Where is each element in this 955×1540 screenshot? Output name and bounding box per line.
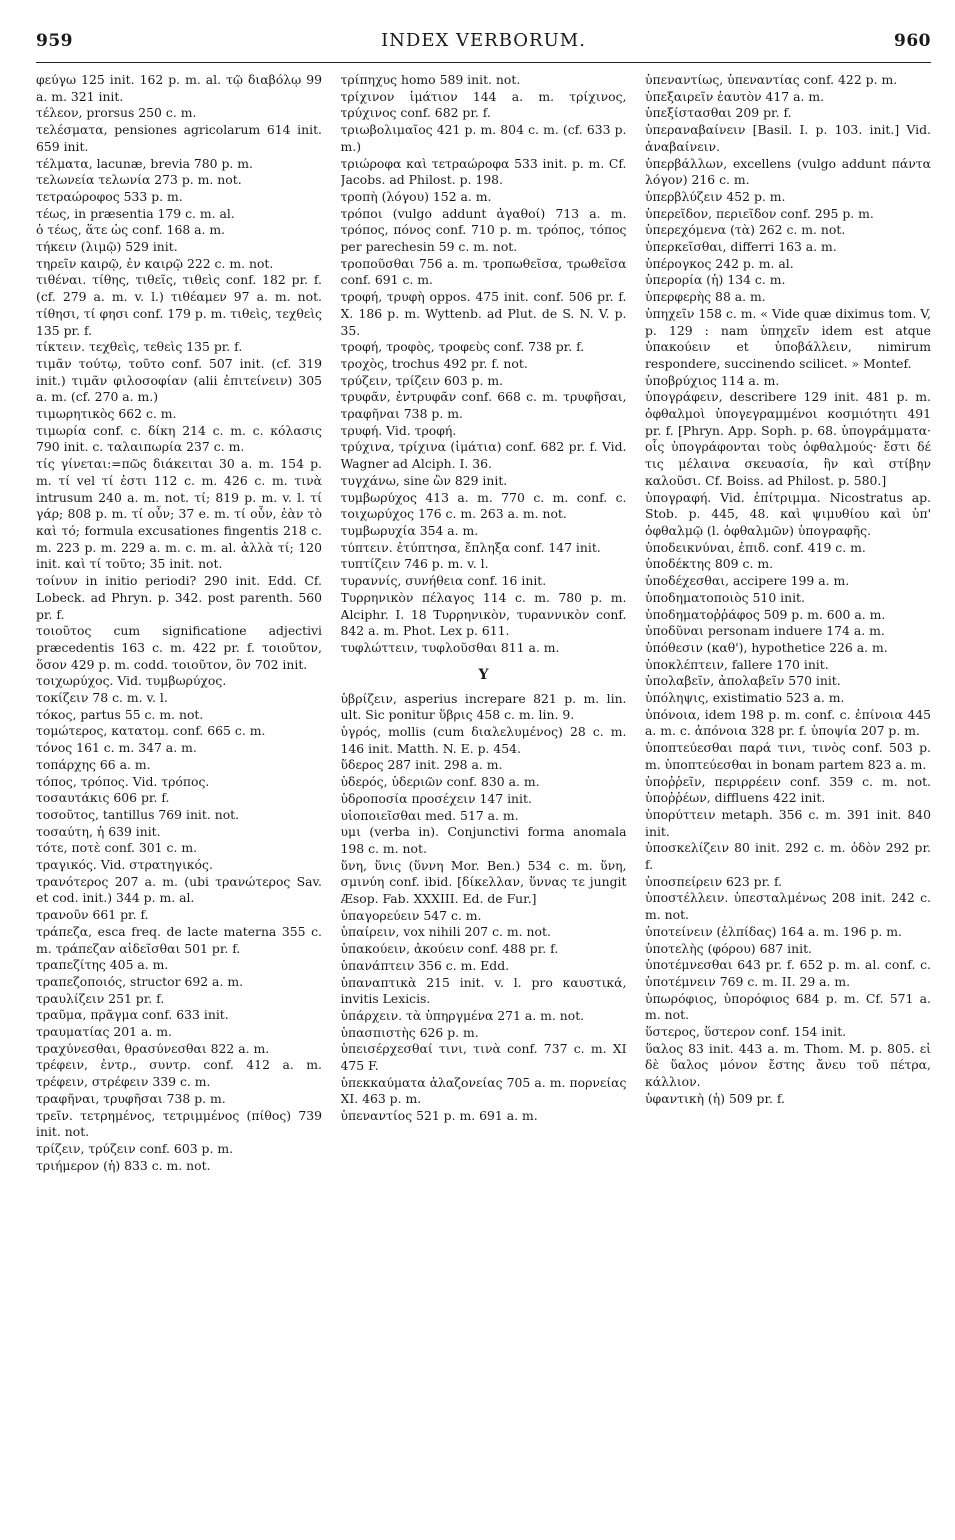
index-entry: ὑπολαβεῖν, ἀπολαβεῖν 570 init. bbox=[645, 673, 841, 689]
index-entry: τέλεον, prorsus 250 c. m. bbox=[36, 105, 197, 121]
index-entry: τρύχινα, τρίχινα (ἱμάτια) conf. 682 pr. f. Vid. Wagner ad Alciph. I. 36. bbox=[340, 439, 627, 472]
index-entry: ὑπερφερὴς 88 a. m. bbox=[645, 289, 766, 305]
index-entry: ὑπορύττειν metaph. 356 c. m. 391 init. 840 init. bbox=[645, 806, 931, 839]
index-entry: ὑποσκελίζειν 80 init. 292 c. m. ὁδὸν 292 pr. f. bbox=[645, 840, 931, 873]
index-entry: τραχύνεσθαι, θρασύνεσθαι 822 a. m. bbox=[36, 1040, 270, 1056]
index-entry: τυπτίζειν 746 p. m. v. l. bbox=[340, 556, 489, 572]
index-entry: ὕνη, ὕνις (ὕννη Mor. Ben.) 534 c. m. ὕνη, σμινύη conf. ibid. [δίκελλαν, ὕννας τε jungit Æsop. Fab. XXXIII. Ed. de Fur.] bbox=[340, 857, 627, 907]
index-entry: ὑπεναντίως, ὑπεναντίας conf. 422 p. m. bbox=[645, 72, 898, 87]
index-entry: τέως, in præsentia 179 c. m. al. bbox=[36, 205, 235, 221]
index-entry: τρυφή. Vid. τροφή. bbox=[340, 422, 457, 438]
index-entry: ὁ τέως, ἅτε ὡς conf. 168 a. m. bbox=[36, 222, 226, 238]
index-entry: τοίνυν in initio periodi? 290 init. Edd. Cf. Lobeck. ad Phryn. p. 342. post parenth. 560 pr. f. bbox=[36, 573, 322, 622]
index-entry: τρέφειν, ἐντρ., συντρ. conf. 412 a. m. τρέφειν, στρέφειν 339 c. m. bbox=[36, 1057, 322, 1090]
index-entry: τιμωρία conf. c. δίκη 214 c. m. c. κόλασις 790 init. c. ταλαιπωρία 237 c. m. bbox=[36, 422, 322, 455]
index-entry: τοιχωρύχος. Vid. τυμβωρύχος. bbox=[36, 673, 227, 689]
index-entry: ὑπαναπτικὰ 215 init. v. l. pro καυστικά, invitis Lexicis. bbox=[340, 974, 627, 1007]
index-entry: τιμωρητικὸς 662 c. m. bbox=[36, 406, 177, 422]
index-entry: τελωνεία τελωνία 273 p. m. not. bbox=[36, 172, 242, 188]
index-entry: ὑπασπιστὴς 626 p. m. bbox=[340, 1024, 479, 1040]
index-entry: ὑποπτεύεσθαι παρά τινι, τινὸς conf. 503 p. m. ὑποπτεύεσθαι in bonam partem 823 a. m. bbox=[645, 740, 931, 772]
index-entry: ὑπόληψις, existimatio 523 a. m. bbox=[645, 690, 845, 706]
index-entry: τομώτερος, κατατομ. conf. 665 c. m. bbox=[36, 723, 266, 739]
index-entry: ὑπερεῖδον, περιεῖδον conf. 295 p. m. bbox=[645, 205, 874, 221]
index-entry: τραῦμα, πρᾶγμα conf. 633 init. bbox=[36, 1007, 229, 1023]
index-entry: ὑπόθεσιν (καθ'), hypothetice 226 a. m. bbox=[645, 639, 888, 655]
index-entry: τόνος 161 c. m. 347 a. m. bbox=[36, 740, 197, 756]
index-entry: τυμβωρυχία 354 a. m. bbox=[340, 522, 479, 538]
index-entry: ὑποκλέπτειν, fallere 170 init. bbox=[645, 656, 829, 672]
index-entry: τυραννίς, συνήθεια conf. 16 init. bbox=[340, 573, 547, 589]
index-entry: ὑποβρύχιος 114 a. m. bbox=[645, 372, 780, 388]
index-column-1 bbox=[36, 72, 322, 1530]
index-entry: τρόποι (vulgo addunt ἀγαθοί) 713 a. m. τρόπος, πόνος conf. 710 p. m. τρόπος, τόπος per parechesin 59 c. m. not. bbox=[340, 205, 627, 255]
index-entry: τόπος, τρόπος. Vid. τρόπος. bbox=[36, 773, 210, 789]
index-entry: τρανότερος 207 a. m. (ubi τρανώτερος Sav. et cod. init.) 344 p. m. al. bbox=[36, 873, 322, 906]
index-entry: τελέσματα, pensiones agricolarum 614 init. 659 init. bbox=[36, 122, 322, 154]
index-entry: τίς γίνεται:=πῶς διάκειται 30 a. m. 154 p. m. τί vel τί ἐστι 112 c. m. 426 c. m. τινὰ intrusum 240 a. m. not. τί; 819 p. m. v. l. τί γάρ; 808 p. m. τί οὖν; 37 e. m. τί οὖν, ἐὰν τὸ καὶ τό; formula excusationes fingentis 218 c. m. 223 p. m. 229 a. m. c. m. al. ἀλλὰ τί; 120 init. καὶ τί τοῦτο; 35 init. not. bbox=[36, 456, 322, 572]
index-entry: τύπτειν. ἐτύπτησα, ἔπληξα conf. 147 init. bbox=[340, 539, 601, 555]
index-entry: τρανοῦν 661 pr. f. bbox=[36, 907, 149, 923]
index-entry: ὑπόνοια, idem 198 p. m. conf. c. ἐπίνοια 445 a. m. c. ἀπόνοια 328 pr. f. ὑποψία 207 p. m. bbox=[645, 706, 931, 739]
index-column-2 bbox=[341, 72, 627, 1530]
index-entry: τιμᾶν τούτῳ, τοῦτο conf. 507 init. (cf. 319 init.) τιμᾶν φιλοσοφίαν (alii ἐπιτείνειν) 305 a. m. (cf. 270 a. m.) bbox=[36, 355, 322, 405]
index-entry: ὑπογραφή. Vid. ἐπίτριμμα. Nicostratus ap. Stob. p. 445, 48. καὶ ψιμυθίου καὶ ὑπ' ὀφθαλμῷ (l. ὀφθαλμῶν) ὑπογραφῆς. bbox=[645, 489, 931, 538]
index-entry: τριωβολιμαῖος 421 p. m. 804 c. m. (cf. 633 p. m.) bbox=[340, 122, 627, 154]
right-page-number: 960 bbox=[893, 31, 931, 51]
index-column-3 bbox=[645, 72, 931, 1530]
index-entry: τοσαύτη, ἡ 639 init. bbox=[36, 823, 161, 839]
index-entry: τοπάρχης 66 a. m. bbox=[36, 756, 151, 772]
index-entry: τυγχάνω, sine ὢν 829 init. bbox=[340, 472, 508, 488]
index-entry: τέλματα, lacunæ, brevia 780 p. m. bbox=[36, 155, 253, 171]
index-entry: ὑπαίρειν, vox nihili 207 c. m. not. bbox=[340, 924, 551, 940]
index-entry: ὑγρός, mollis (cum διαλελυμένος) 28 c. m. 146 init. Matth. N. E. p. 454. bbox=[340, 724, 627, 756]
index-entry: ὑπερβλύζειν 452 p. m. bbox=[645, 188, 786, 204]
index-entry: τήκειν (λιμῷ) 529 init. bbox=[36, 239, 178, 255]
index-entry: υἱοποιεῖσθαι med. 517 a. m. bbox=[340, 807, 519, 823]
index-entry: τοκίζειν 78 c. m. v. l. bbox=[36, 690, 168, 706]
index-entry: τόκος, partus 55 c. m. not. bbox=[36, 706, 204, 722]
index-entry: τριήμερον (ἡ) 833 c. m. not. bbox=[36, 1157, 211, 1173]
index-entry: ὑποδηματοῤῥάφος 509 p. m. 600 a. m. bbox=[645, 606, 886, 622]
index-entry: ὑποστέλλειν. ὑπεσταλμένως 208 init. 242 c. m. not. bbox=[645, 890, 931, 923]
index-entry: ὑποῤῥεῖν, περιρρέειν conf. 359 c. m. not. ὑποῤῥέων, diffluens 422 init. bbox=[645, 773, 931, 806]
index-entry: τροφή, τροφὸς, τροφεὺς conf. 738 pr. f. bbox=[340, 339, 585, 355]
index-entry: ὑπακούειν, ἀκούειν conf. 488 pr. f. bbox=[340, 941, 559, 957]
page-header bbox=[36, 30, 931, 63]
index-entry: ὑπηχεῖν 158 c. m. « Vide quæ diximus tom. V, p. 129 : nam ὑπηχεῖν idem est atque ὑπακούειν et ὑποβάλλειν, nimirum respondere, succinendo scilicet. » Montef. bbox=[645, 305, 931, 371]
index-entry: ὑποτέμνεσθαι 643 pr. f. 652 p. m. al. conf. c. ὑποτέμνειν 769 c. m. II. 29 a. m. bbox=[645, 957, 931, 989]
index-entry: ὑποδηματοποιὸς 510 init. bbox=[645, 589, 805, 605]
index-entry: ὑβρίζειν, asperius increpare 821 p. m. lin. ult. Sic ponitur ὕβρις 458 c. m. lin. 9. bbox=[340, 690, 627, 723]
index-entry: τρυφᾶν, ἐντρυφᾶν conf. 668 c. m. τρυφῆσαι, τραφῆναι 738 p. m. bbox=[340, 389, 627, 422]
index-entry: ὕδερος 287 init. 298 a. m. bbox=[340, 757, 503, 773]
index-entry: τετραώροφος 533 p. m. bbox=[36, 188, 183, 204]
index-entry: ὑποδεικνύναι, ἐπιδ. conf. 419 c. m. bbox=[645, 539, 866, 555]
index-entry: ὕαλος 83 init. 443 a. m. Thom. M. p. 805. εἰ δὲ ὕαλος μόνον ἔστης ἄνευ τοῦ πέτρα, κάλλιον. bbox=[645, 1040, 931, 1090]
index-entry: ὑπεξαιρεῖν ἑαυτὸν 417 a. m. bbox=[645, 88, 825, 104]
index-entry: τρεῖν. τετρημένος, τετριμμένος (πίθος) 739 init. not. bbox=[36, 1107, 322, 1140]
index-entry: τραγικός. Vid. στρατηγικός. bbox=[36, 857, 213, 873]
index-entry: ὑδροποσία προσέχειν 147 init. bbox=[340, 790, 532, 806]
index-entry: ὕστερος, ὕστερον conf. 154 init. bbox=[645, 1024, 847, 1040]
index-entry: τοιοῦτος cum significatione adjectivi præcedentis 163 c. m. 422 pr. f. τοιοῦτον, ὅσον 429 p. m. codd. τοιοῦτον, ὃν 702 init. bbox=[36, 623, 322, 672]
index-entry: ὑπανάπτειν 356 c. m. Edd. bbox=[340, 957, 510, 973]
page-title: INDEX VERBORUM. bbox=[381, 30, 586, 51]
index-entry: τιθέναι. τίθης, τιθεῖς, τιθεὶς conf. 182 pr. f. (cf. 279 a. m. v. l.) τιθέαμεν 97 a. m. not. τίθησι, τί φησι conf. 179 p. m. τιθεὶς, τεχθεὶς 135 pr. f. bbox=[36, 272, 322, 338]
index-entry: ὑποδέκτης 809 c. m. bbox=[645, 556, 774, 572]
index-entry: ὑπερεχόμενα (τὰ) 262 c. m. not. bbox=[645, 222, 846, 238]
index-entry: ὑδερός, ὑδεριῶν conf. 830 a. m. bbox=[340, 774, 540, 790]
index-entry: τρίπηχυς homo 589 init. not. bbox=[340, 72, 521, 87]
index-entry: τυμβωρύχος 413 a. m. 770 c. m. conf. c. τοιχωρύχος 176 c. m. 263 a. m. not. bbox=[340, 489, 627, 522]
index-entry: ὑπέρογκος 242 p. m. al. bbox=[645, 255, 794, 271]
index-entry: τοσοῦτος, tantillus 769 init. not. bbox=[36, 806, 240, 822]
index-entry: τοσαυτάκις 606 pr. f. bbox=[36, 790, 170, 806]
index-entry: ὑπαγορεύειν 547 c. m. bbox=[340, 907, 482, 923]
index-entry: ὑπερβάλλων, excellens (vulgo addunt πάντα λόγον) 216 c. m. bbox=[645, 155, 931, 188]
index-entry: ὑποτείνειν (ἐλπίδας) 164 a. m. 196 p. m. bbox=[645, 923, 902, 939]
index-entry: τροποῦσθαι 756 a. m. τροπωθεῖσα, τρωθεῖσα conf. 691 c. m. bbox=[340, 255, 627, 288]
index-entry: ὑπερκεῖσθαι, differri 163 a. m. bbox=[645, 239, 837, 255]
index-entry: ὑπογράφειν, describere 129 init. 481 p. m. ὀφθαλμοὶ ὑπογεγραμμένοι κοσμιότητι 491 pr. f. [Phryn. App. Soph. p. 68. ὑπογράμματα· οἷς ὑπογράφονται τοὺς ὀφθαλμούς· ἔστι δέ τις μέλαινα σκευασία, ἣν καὶ στίβην καλοῦσι. Cf. Boiss. ad Philost. p. 580.] bbox=[645, 389, 931, 488]
index-entry: Τυρρηνικὸν πέλαγος 114 c. m. 780 p. m. Alciphr. I. 18 Τυρρηνικὸν, τυραννικὸν conf. 842 a. m. Phot. Lex p. 611. bbox=[340, 589, 627, 639]
index-entry: ὑπάρχειν. τὰ ὑπηργμένα 271 a. m. not. bbox=[340, 1007, 585, 1023]
left-page-number: 959 bbox=[36, 31, 73, 51]
index-columns bbox=[36, 72, 931, 1530]
section-letter: Υ bbox=[478, 666, 489, 683]
index-entry: ὑποδῦναι personam induere 174 a. m. bbox=[645, 623, 885, 639]
index-entry: τραυλίζειν 251 pr. f. bbox=[36, 990, 165, 1006]
index-entry: ὑποδέχεσθαι, accipere 199 a. m. bbox=[645, 573, 850, 589]
index-entry: ὑπωρόφιος, ὑπορόφιος 684 p. m. Cf. 571 a. m. not. bbox=[645, 990, 931, 1023]
index-entry: τρίχινον ἱμάτιον 144 a. m. τρίχινος, τρύχινος conf. 682 pr. f. bbox=[340, 88, 627, 121]
index-entry: τράπεζα, esca freq. de lacte materna 355 c. m. τράπεζαν αἰδεῖσθαι 501 pr. f. bbox=[36, 923, 322, 956]
index-entry: ὑποσπείρειν 623 pr. f. bbox=[645, 873, 783, 889]
index-entry: ὑπεναντίος 521 p. m. 691 a. m. bbox=[340, 1108, 538, 1124]
index-entry: τροπὴ (λόγου) 152 a. m. bbox=[340, 188, 492, 204]
index-entry: τότε, ποτὲ conf. 301 c. m. bbox=[36, 840, 198, 856]
index-entry: ὑποτελὴς (φόρου) 687 init. bbox=[645, 940, 812, 956]
index-entry: τροχὸς, trochus 492 pr. f. not. bbox=[340, 355, 528, 371]
index-entry: ὑπεισέρχεσθαί τινι, τινὰ conf. 737 c. m. XI 475 F. bbox=[340, 1041, 627, 1074]
index-entry: τρύζειν, τρίζειν 603 p. m. bbox=[340, 372, 504, 388]
index-entry: ὑπερορία (ἡ) 134 c. m. bbox=[645, 272, 786, 288]
index-entry: ὑπεκκαύματα ἀλαζονείας 705 a. m. πορνείας XI. 463 p. m. bbox=[340, 1074, 627, 1107]
index-entry: τηρεῖν καιρῷ, ἐν καιρῷ 222 c. m. not. bbox=[36, 255, 274, 271]
index-entry: τίκτειν. τεχθεὶς, τεθεὶς 135 pr. f. bbox=[36, 339, 243, 355]
index-entry: τρίζειν, τρύζειν conf. 603 p. m. bbox=[36, 1141, 234, 1156]
index-entry: τραφῆναι, τρυφῆσαι 738 p. m. bbox=[36, 1090, 226, 1106]
index-entry: ὑπεραναβαίνειν [Basil. I. p. 103. init.] Vid. ἀναβαίνειν. bbox=[645, 122, 931, 154]
index-entry: τραπεζοποιός, structor 692 a. m. bbox=[36, 973, 244, 989]
index-entry: τροφή, τρυφὴ oppos. 475 init. conf. 506 pr. f. X. 186 p. m. Wyttenb. ad Plut. de S. N. V. p. 35. bbox=[340, 289, 627, 338]
index-entry: τυφλώττειν, τυφλοῦσθαι 811 a. m. bbox=[340, 639, 560, 655]
index-entry: ὑπεξίστασθαι 209 pr. f. bbox=[645, 105, 792, 121]
index-entry: ὑφαντικὴ (ἡ) 509 pr. f. bbox=[645, 1090, 785, 1106]
index-entry: υμι (verba in). Conjunctivi forma anomala 198 c. m. not. bbox=[340, 824, 627, 856]
index-entry: τραυματίας 201 a. m. bbox=[36, 1024, 172, 1040]
index-entry: τριώροφα καὶ τετραώροφα 533 init. p. m. Cf. Jacobs. ad Philost. p. 198. bbox=[340, 155, 627, 188]
index-entry: φεύγω 125 init. 162 p. m. al. τῷ διαβόλῳ 99 a. m. 321 init. bbox=[36, 72, 322, 104]
index-entry: τραπεζίτης 405 a. m. bbox=[36, 957, 169, 973]
